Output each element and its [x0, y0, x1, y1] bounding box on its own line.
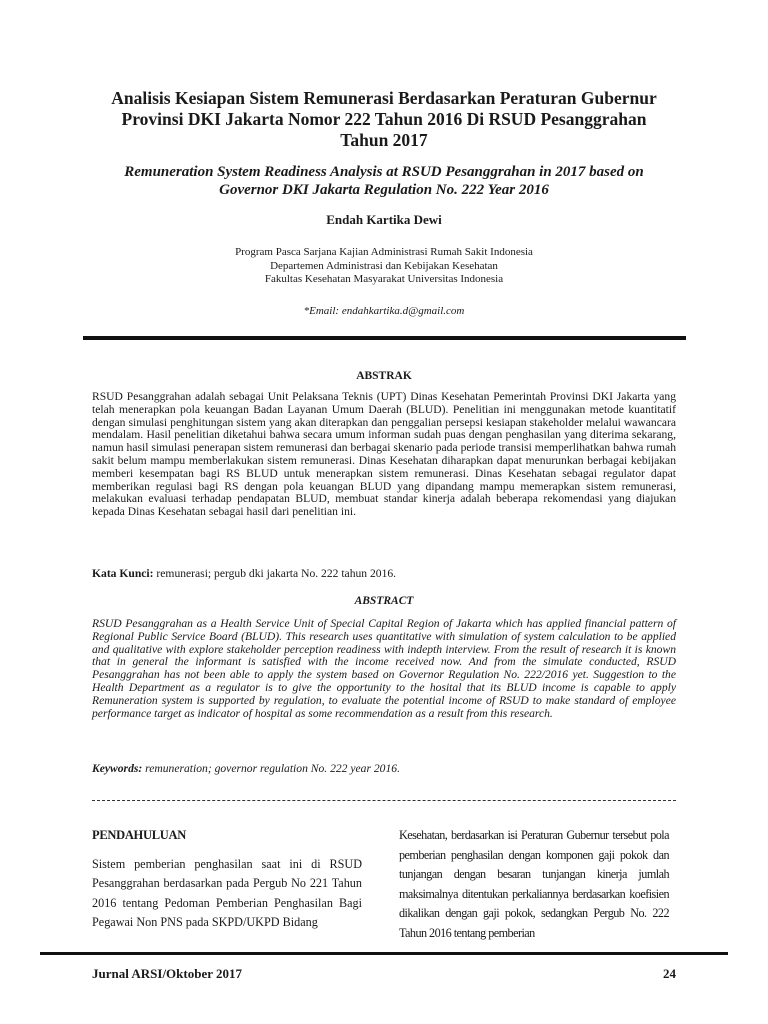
affiliation-line: Departemen Administrasi dan Kebijakan Kesehatan — [270, 259, 498, 272]
author-name: Endah Kartika Dewi — [326, 212, 442, 227]
paper-subtitle — [90, 163, 678, 199]
keywords-value: remuneration; governor regulation No. 222 year 2016. — [142, 762, 400, 775]
paper-title — [90, 88, 678, 151]
page-number: 24 — [663, 966, 676, 981]
intro-right-text: Kesehatan, berdasarkan isi Peraturan Gubernur tersebut pola pemberian penghasilan dengan komponen gaji pokok dan tunjangan dengan besaran tunjangan kinerja jumlah maksimalnya ditentukan perkaliannya berdasarkan koefisien dikalikan dengan gaji pokok, sedangkan Pergub No. 222 Tahun 2016 tentang pemberian — [399, 828, 669, 940]
keywords-value: remunerasi; pergub dki jakarta No. 222 tahun 2016. — [153, 567, 397, 580]
abstrak-keywords — [92, 567, 676, 580]
page-footer — [92, 966, 676, 982]
title-line: Analisis Kesiapan Sistem Remunerasi Berdasarkan Peraturan Gubernur — [111, 88, 657, 108]
keywords-label: Keywords: — [92, 762, 143, 775]
abstract-heading: ABSTRACT — [354, 595, 414, 607]
affiliations — [90, 246, 678, 287]
journal-name: Jurnal ARSI/Oktober 2017 — [92, 966, 243, 981]
keywords-label: Kata Kunci: — [92, 567, 154, 580]
intro-left-column — [92, 826, 362, 933]
intro-left-text: Sistem pemberian penghasilan saat ini di RSUD Pesanggrahan berdasarkan pada Pergub No 221 Tahun 2016 tentang Pedoman Pemberian Penghasilan Bagi Pegawai Non PNS pada SKPD/UKPD Bidang — [92, 856, 362, 929]
subtitle-line: Governor DKI Jakarta Regulation No. 222 Year 2016 — [219, 182, 549, 198]
affiliation-line: Fakultas Kesehatan Masyarakat Universitas Indonesia — [264, 273, 504, 285]
subtitle-line: Remuneration System Readiness Analysis at RSUD Pesanggrahan in 2017 based on — [124, 164, 644, 180]
author-email: *Email: endahkartika.d@gmail.com — [303, 305, 465, 317]
affiliation-line: Program Pasca Sarjana Kajian Administrasi Rumah Sakit Indonesia — [235, 246, 533, 258]
header-divider — [83, 336, 686, 340]
footer-divider — [40, 952, 728, 955]
title-line: Provinsi DKI Jakarta Nomor 222 Tahun 2016 Di RSUD Pesanggrahan — [121, 109, 647, 129]
intro-right-column — [399, 826, 669, 943]
abstrak-heading: ABSTRAK — [356, 370, 412, 382]
title-line: Tahun 2017 — [340, 130, 428, 150]
intro-heading: PENDAHULUAN — [92, 828, 186, 842]
abstract-body: RSUD Pesanggrahan as a Health Service Unit of Special Capital Region of Jakarta which has applied financial pattern of Regional Public Service Board (BLUD). This research uses quantitative with simulation of system calculation to be applied and qualitative with explore stakeholder perception readiness with indepth interview. From the result of research it is known that in general the informant is satisfied with the income received now. And from the simulate conducted, RSUD Pesanggrahan has not been able to apply the system based on Governor Regulation No. 222/2016 yet. Suggestion to the Health Department as a regulator is to give the opportunity to the hosital that its BLUD income is capable to apply Remuneration system is supported by regulation, to evaluate the potential income of RSUD to make standard of employee performance target as indicator of hospital as some recommendation as a result from this research. — [92, 617, 676, 720]
abstrak-body: RSUD Pesanggrahan adalah sebagai Unit Pelaksana Teknis (UPT) Dinas Kesehatan Pemerintah Provinsi DKI Jakarta yang telah menerapkan pola keuangan Badan Layanan Umum Daerah (BLUD). Penelitian ini menggunakan metode kuantitatif dengan simulasi penghitungan sistem yang akan diterapkan dan penggalian persepsi kesiapan stakeholder melalui wawancara mendalam. Hasil penelitian diketahui bahwa secara umum informan sudah puas dengan penghasilan yang diterima sekarang, namun hasil simulasi penerapan sistem remunerasi dan berbagai skenario pada periode transisi memperlihatkan bahwa rumah sakit belum mampu memberlakukan sistem remunerasi. Dinas Kesehatan diharapkan dapat menurunkan berbagai kebijakan memberi kesempatan bagi RS BLUD untuk menerapkan sistem remunerasi. Dinas Kesehatan sebagai regulator dapat memberikan regulasi bagi RS dengan pola keuangan BLUD yang dipandang mampu memerapkan sistem remunerasi, melakukan evaluasi terhadap pendapatan BLUD, membuat standar kinerja adalah beberapa rekomendasi yang diajukan kepada Dinas Kesehatan sebagai hasil dari penelitian ini. — [92, 390, 676, 519]
abstract-keywords — [92, 762, 676, 775]
abstract-divider — [92, 800, 676, 801]
